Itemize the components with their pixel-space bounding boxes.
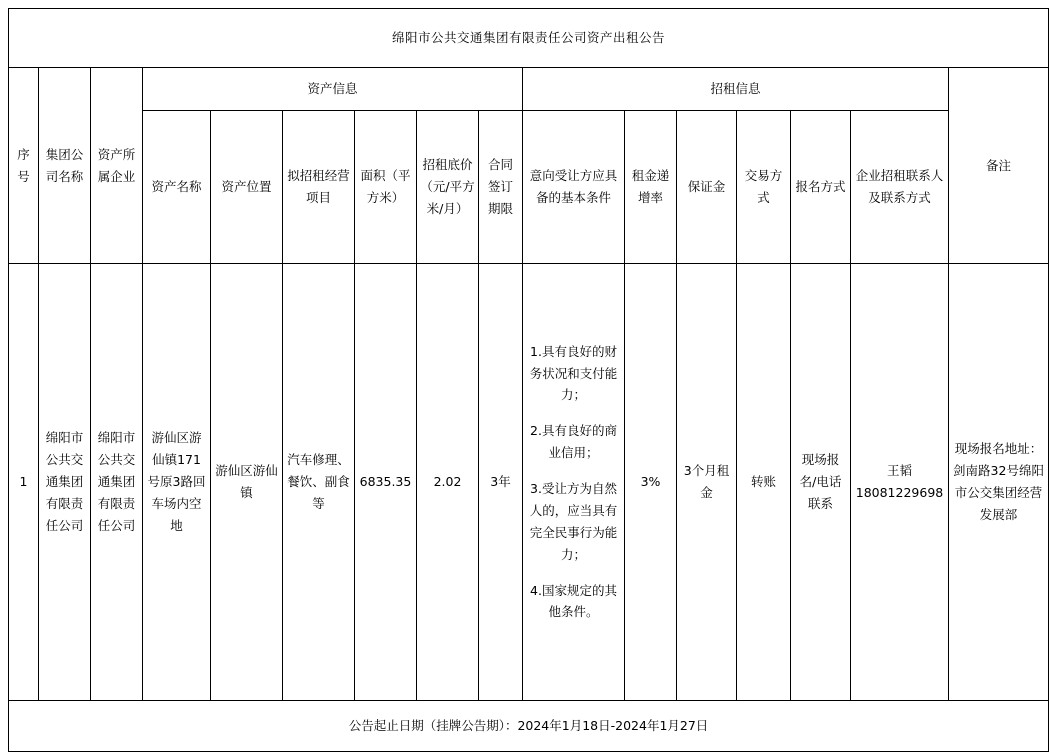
- cell-area: 6835.35: [355, 264, 417, 701]
- column-header-asset-name: 资产名称: [143, 111, 211, 264]
- column-header-asset-enterprise: 资产所属企业: [91, 68, 143, 264]
- column-header-asset-location: 资产位置: [211, 111, 283, 264]
- column-header-transaction-mode: 交易方式: [737, 111, 791, 264]
- column-header-area: 面积（平方米）: [355, 111, 417, 264]
- cell-remark: 现场报名地址：剑南路32号绵阳市公交集团经营发展部: [949, 264, 1049, 701]
- cell-asset-enterprise: 绵阳市公共交通集团有限责任公司: [91, 264, 143, 701]
- column-header-deposit: 保证金: [677, 111, 737, 264]
- column-header-group-company: 集团公司名称: [39, 68, 91, 264]
- condition-item: 1.具有良好的财务状况和支付能力；: [529, 343, 618, 403]
- cell-asset-location: 游仙区游仙镇: [211, 264, 283, 701]
- title-row: [9, 9, 1049, 68]
- cell-contact: 王韬18081229698: [851, 264, 949, 701]
- condition-item: 2.具有良好的商业信用；: [530, 423, 617, 461]
- cell-basic-conditions: [523, 264, 625, 701]
- group-header-asset-info: 资产信息: [143, 68, 523, 111]
- cell-rent-growth: 3%: [625, 264, 677, 701]
- group-header-row: [9, 68, 1049, 111]
- cell-asset-name: 游仙区游仙镇171号原3路回车场内空地: [143, 264, 211, 701]
- footer-row: [9, 701, 1049, 752]
- column-header-seq: 序号: [9, 68, 39, 264]
- column-header-remark: 备注: [949, 68, 1049, 264]
- cell-seq: 1: [9, 264, 39, 701]
- cell-deposit: 3个月租金: [677, 264, 737, 701]
- column-header-row: [9, 111, 1049, 264]
- announcement-period: 公告起止日期（挂牌公告期）：2024年1月18日-2024年1月27日: [9, 701, 1049, 752]
- cell-transaction-mode: 转账: [737, 264, 791, 701]
- condition-item: 3.受让方为自然人的，应当具有完全民事行为能力；: [529, 481, 618, 562]
- table-row: [9, 264, 1049, 701]
- group-header-lease-info: 招租信息: [523, 68, 949, 111]
- column-header-contact: 企业招租联系人及联系方式: [851, 111, 949, 264]
- column-header-basic-conditions: 意向受让方应具备的基本条件: [523, 111, 625, 264]
- page-title: 绵阳市公共交通集团有限责任公司资产出租公告: [9, 9, 1049, 68]
- cell-base-price: 2.02: [417, 264, 479, 701]
- cell-group-company: 绵阳市公共交通集团有限责任公司: [39, 264, 91, 701]
- column-header-base-price: 招租底价（元/平方米/月）: [417, 111, 479, 264]
- cell-planned-project: 汽车修理、餐饮、副食等: [283, 264, 355, 701]
- asset-rental-announcement-table: [8, 8, 1049, 752]
- column-header-signup-mode: 报名方式: [791, 111, 851, 264]
- column-header-planned-project: 拟招租经营项目: [283, 111, 355, 264]
- cell-contract-term: 3年: [479, 264, 523, 701]
- condition-item: 4.国家规定的其他条件。: [530, 582, 617, 620]
- cell-signup-mode: 现场报名/电话联系: [791, 264, 851, 701]
- column-header-contract-term: 合同签订期限: [479, 111, 523, 264]
- column-header-rent-growth: 租金递增率: [625, 111, 677, 264]
